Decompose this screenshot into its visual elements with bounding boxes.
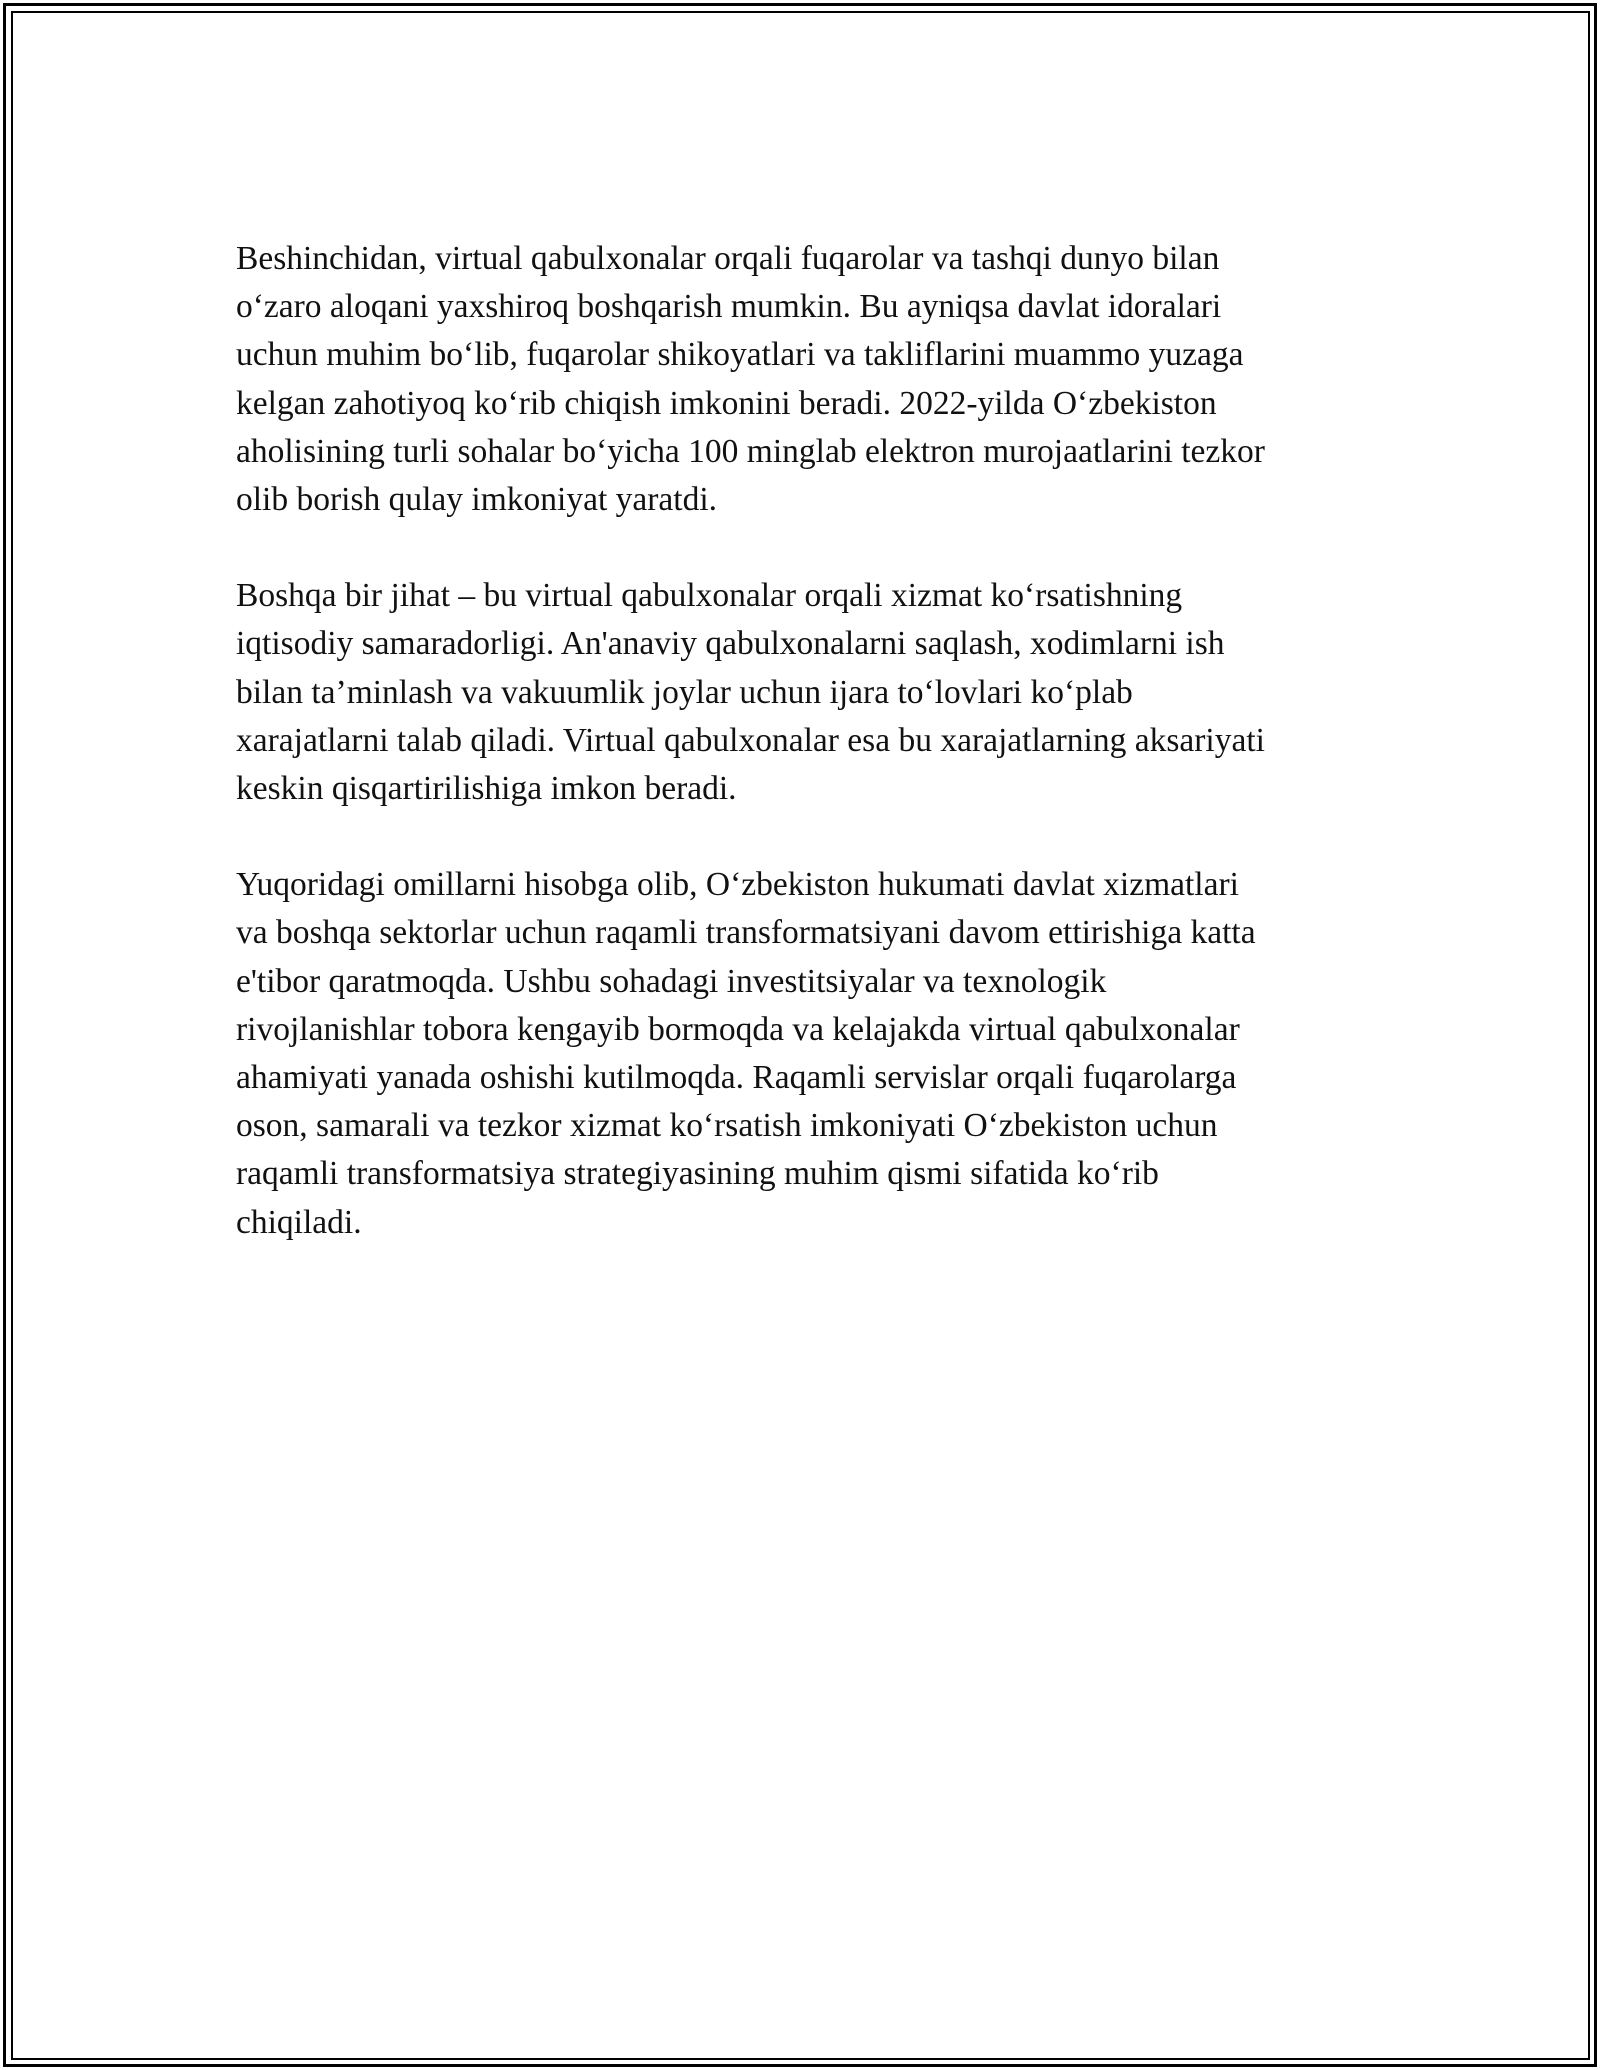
text-line: ahamiyati yanada oshishi kutilmoqda. Raqamli servislar orqali fuqarolarga — [236, 1059, 1237, 1097]
text-line: raqamli transformatsiya strategiyasining muhim qismi sifatida ko‘rib — [236, 1155, 1159, 1193]
text-line: keskin qisqartirilishiga imkon beradi. — [236, 770, 737, 808]
text-line: o‘zaro aloqani yaxshiroq boshqarish mumkin. Bu ayniqsa davlat idoralari — [236, 288, 1222, 326]
text-line: bilan ta’minlash va vakuumlik joylar uchun ijara to‘lovlari ko‘plab — [236, 673, 1133, 711]
paragraph-3 — [236, 861, 1376, 1247]
text-line: olib borish qulay imkoniyat yaratdi. — [236, 481, 718, 519]
text-line: aholisining turli sohalar bo‘yicha 100 minglab elektron murojaatlarini tezkor — [236, 432, 1265, 470]
text-line: oson, samarali va tezkor xizmat ko‘rsatish imkoniyati O‘zbekiston uchun — [236, 1107, 1218, 1145]
paragraph-1 — [236, 235, 1376, 524]
text-line: xarajatlarni talab qiladi. Virtual qabulxonalar esa bu xarajatlarning aksariyati — [236, 721, 1265, 759]
text-line: e'tibor qaratmoqda. Ushbu sohadagi investitsiyalar va texnologik — [236, 962, 1107, 1000]
text-line: kelgan zahotiyoq ko‘rib chiqish imkonini beradi. 2022-yilda O‘zbekiston — [236, 384, 1217, 422]
text-line: uchun muhim bo‘lib, fuqarolar shikoyatlari va takliflarini muammo yuzaga — [236, 336, 1244, 374]
paragraph-2 — [236, 572, 1376, 813]
text-line: rivojlanishlar tobora kengayib bormoqda va kelajakda virtual qabulxonalar — [236, 1010, 1240, 1048]
text-line: chiqiladi. — [236, 1203, 362, 1241]
text-line: iqtisodiy samaradorligi. An'anaviy qabulxonalarni saqlash, xodimlarni ish — [236, 625, 1225, 663]
document-body — [236, 235, 1376, 1295]
text-line: Beshinchidan, virtual qabulxonalar orqali fuqarolar va tashqi dunyo bilan — [236, 240, 1220, 277]
text-line: Boshqa bir jihat – bu virtual qabulxonalar orqali xizmat ko‘rsatishning — [236, 577, 1183, 615]
text-line: va boshqa sektorlar uchun raqamli transformatsiyani davom ettirishiga katta — [236, 914, 1256, 952]
text-line: Yuqoridagi omillarni hisobga olib, O‘zbekiston hukumati davlat xizmatlari — [236, 866, 1239, 904]
